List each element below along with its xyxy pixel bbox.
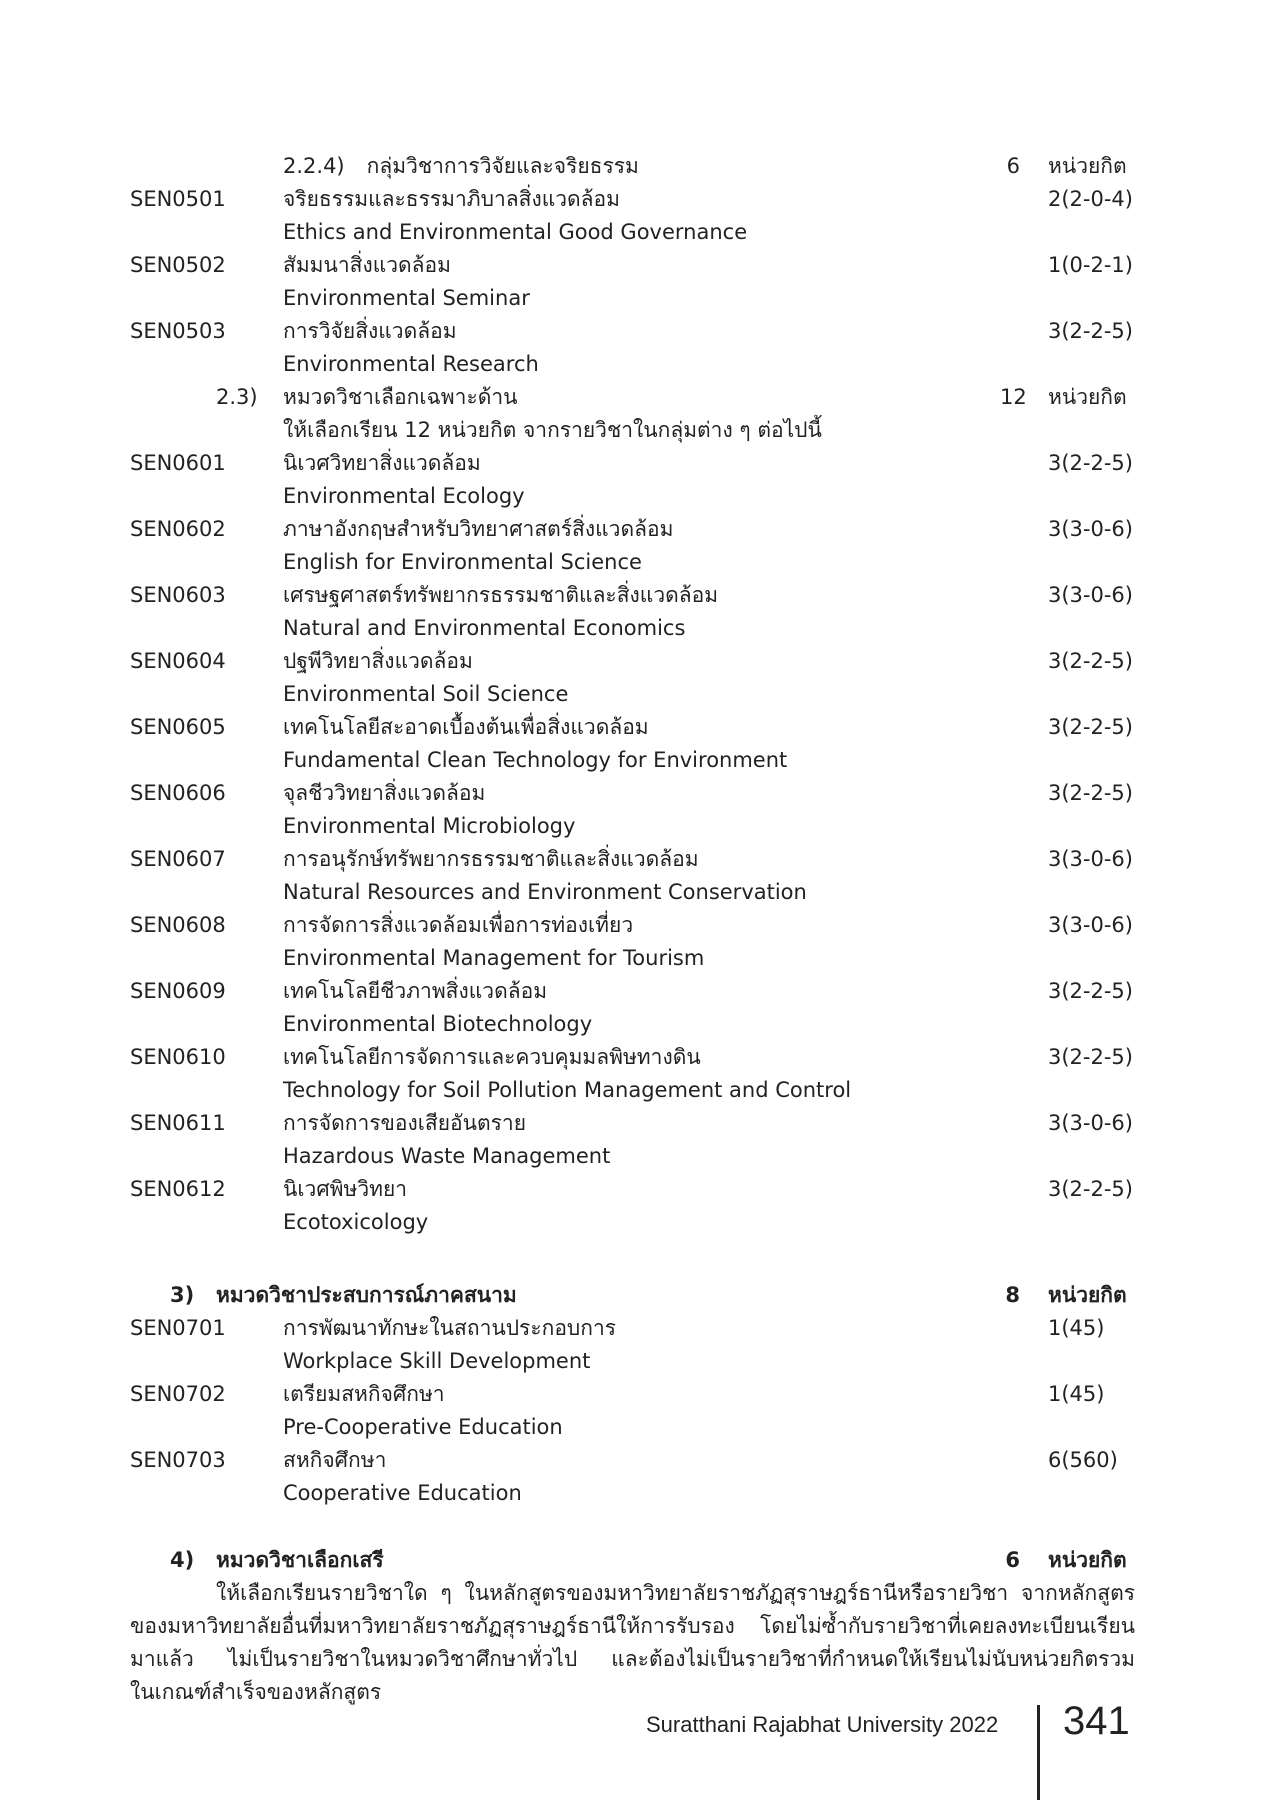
section-heading-4: หมวดวิชาเลือกเสรี: [216, 1548, 384, 1572]
section-label: 3): [170, 1283, 195, 1307]
course-title-en: Environmental Research: [283, 352, 539, 376]
course-credit: 3(2-2-5): [1048, 781, 1133, 805]
page-number: 341: [1063, 1699, 1130, 1743]
course-code: SEN0602: [130, 517, 226, 541]
subsection-credits: 12: [1000, 385, 1027, 409]
course-credit: 6(560): [1048, 1448, 1118, 1472]
course-code: SEN0610: [130, 1045, 226, 1069]
course-title-th: เทคโนโลยีสะอาดเบื้องต้นเพื่อสิ่งแวดล้อม: [283, 715, 649, 739]
course-title-th: สัมมนาสิ่งแวดล้อม: [283, 253, 452, 277]
course-code: SEN0611: [130, 1111, 226, 1135]
course-title-en: Natural and Environmental Economics: [283, 616, 686, 640]
course-code: SEN0502: [130, 253, 226, 277]
course-code: SEN0603: [130, 583, 226, 607]
paragraph-line: ในเกณฑ์สำเร็จของหลักสูตร: [130, 1680, 382, 1704]
subsection-heading-2-2-4: 2.2.4) กลุ่มวิชาการวิจัยและจริยธรรม: [283, 154, 639, 178]
course-title-th: ภาษาอังกฤษสำหรับวิทยาศาสตร์สิ่งแวดล้อม: [283, 517, 674, 541]
course-code: SEN0702: [130, 1382, 226, 1406]
course-title-th: การจัดการสิ่งแวดล้อมเพื่อการท่องเที่ยว: [283, 913, 634, 937]
course-code: SEN0605: [130, 715, 226, 739]
credit-unit: หน่วยกิต: [1048, 154, 1127, 178]
course-code: SEN0607: [130, 847, 226, 871]
paragraph-line: ให้เลือกเรียนรายวิชาใด ๆ ในหลักสูตรของมหาวิทยาลัยราชภัฏสุราษฎร์ธานีหรือรายวิชา จากหลักสูตร: [216, 1581, 1135, 1605]
course-title-en: Pre-Cooperative Education: [283, 1415, 563, 1439]
course-credit: 3(2-2-5): [1048, 979, 1133, 1003]
course-credit: 3(3-0-6): [1048, 517, 1133, 541]
credit-unit: หน่วยกิต: [1048, 385, 1127, 409]
section-heading-3: หมวดวิชาประสบการณ์ภาคสนาม: [216, 1283, 517, 1307]
course-title-en: Cooperative Education: [283, 1481, 522, 1505]
paragraph-line: มาแล้ว ไม่เป็นรายวิชาในหมวดวิชาศึกษาทั่วไป และต้องไม่เป็นรายวิชาที่กำหนดให้เรียนไม่นับหน่วยกิตรวม: [130, 1647, 1135, 1671]
section-credits: 6: [1005, 1548, 1020, 1572]
course-code: SEN0703: [130, 1448, 226, 1472]
subsection-heading-2-3: หมวดวิชาเลือกเฉพาะด้าน: [283, 385, 518, 409]
course-code: SEN0601: [130, 451, 226, 475]
course-credit: 1(0-2-1): [1048, 253, 1133, 277]
course-title-en: Environmental Seminar: [283, 286, 530, 310]
course-credit: 2(2-0-4): [1048, 187, 1133, 211]
course-title-en: Environmental Soil Science: [283, 682, 569, 706]
course-code: SEN0503: [130, 319, 226, 343]
course-title-th: การจัดการของเสียอันตราย: [283, 1111, 527, 1135]
course-title-en: Environmental Management for Tourism: [283, 946, 705, 970]
course-credit: 3(3-0-6): [1048, 583, 1133, 607]
course-credit: 3(2-2-5): [1048, 715, 1133, 739]
course-code: SEN0612: [130, 1177, 226, 1201]
course-title-th: เทคโนโลยีการจัดการและควบคุมมลพิษทางดิน: [283, 1045, 701, 1069]
course-title-th: จุลชีววิทยาสิ่งแวดล้อม: [283, 781, 486, 805]
credit-unit: หน่วยกิต: [1048, 1548, 1127, 1572]
course-title-th: เศรษฐศาสตร์ทรัพยากรธรรมชาติและสิ่งแวดล้อม: [283, 583, 719, 607]
subsection-note: ให้เลือกเรียน 12 หน่วยกิต จากรายวิชาในกลุ่มต่าง ๆ ต่อไปนี้: [283, 418, 822, 442]
paragraph-line: ของมหาวิทยาลัยอื่นที่มหาวิทยาลัยราชภัฏสุราษฎร์ธานีให้การรับรอง โดยไม่ซ้ำกับรายวิชาที่เคยลงทะเบียนเรียน: [130, 1614, 1135, 1638]
course-title-th: นิเวศพิษวิทยา: [283, 1177, 408, 1201]
course-title-th: นิเวศวิทยาสิ่งแวดล้อม: [283, 451, 481, 475]
course-credit: 3(2-2-5): [1048, 1045, 1133, 1069]
course-code: SEN0701: [130, 1316, 226, 1340]
course-title-th: การพัฒนาทักษะในสถานประกอบการ: [283, 1316, 617, 1340]
course-credit: 3(2-2-5): [1048, 451, 1133, 475]
credit-unit: หน่วยกิต: [1048, 1283, 1127, 1307]
footer-university: Suratthani Rajabhat University 2022: [646, 1712, 999, 1737]
course-credit: 3(3-0-6): [1048, 847, 1133, 871]
course-title-en: Workplace Skill Development: [283, 1349, 591, 1373]
footer-divider: [1037, 1705, 1040, 1800]
section-label: 4): [170, 1548, 195, 1572]
course-title-en: Hazardous Waste Management: [283, 1144, 611, 1168]
course-credit: 3(3-0-6): [1048, 913, 1133, 937]
course-title-en: Environmental Ecology: [283, 484, 525, 508]
course-title-en: English for Environmental Science: [283, 550, 642, 574]
section-credits: 8: [1005, 1283, 1020, 1307]
course-title-th: เทคโนโลยีชีวภาพสิ่งแวดล้อม: [283, 979, 548, 1003]
course-title-en: Technology for Soil Pollution Management and Control: [283, 1078, 852, 1102]
course-code: SEN0608: [130, 913, 226, 937]
course-credit: 3(2-2-5): [1048, 649, 1133, 673]
course-title-en: Natural Resources and Environment Conservation: [283, 880, 807, 904]
subsection-label: 2.3): [216, 385, 258, 409]
course-title-th: การอนุรักษ์ทรัพยากรธรรมชาติและสิ่งแวดล้อม: [283, 847, 699, 871]
course-title-en: Ethics and Environmental Good Governance: [283, 220, 748, 244]
free-elective-paragraph: [130, 1577, 1135, 1709]
course-credit: 3(2-2-5): [1048, 319, 1133, 343]
course-title-th: สหกิจศึกษา: [283, 1448, 387, 1472]
course-code: SEN0606: [130, 781, 226, 805]
course-title-th: การวิจัยสิ่งแวดล้อม: [283, 319, 457, 343]
subsection-credits: 6: [1006, 154, 1020, 178]
course-title-en: Environmental Microbiology: [283, 814, 576, 838]
course-code: SEN0609: [130, 979, 226, 1003]
course-credit: 3(3-0-6): [1048, 1111, 1133, 1135]
course-title-th: ปฐพีวิทยาสิ่งแวดล้อม: [283, 649, 473, 673]
course-credit: 3(2-2-5): [1048, 1177, 1133, 1201]
course-code: SEN0501: [130, 187, 226, 211]
course-title-en: Ecotoxicology: [283, 1210, 429, 1234]
course-title-en: Fundamental Clean Technology for Environment: [283, 748, 788, 772]
course-title-en: Environmental Biotechnology: [283, 1012, 593, 1036]
course-credit: 1(45): [1048, 1382, 1105, 1406]
course-title-th: เตรียมสหกิจศึกษา: [283, 1382, 445, 1406]
course-code: SEN0604: [130, 649, 226, 673]
course-title-th: จริยธรรมและธรรมาภิบาลสิ่งแวดล้อม: [283, 187, 620, 211]
course-credit: 1(45): [1048, 1316, 1105, 1340]
